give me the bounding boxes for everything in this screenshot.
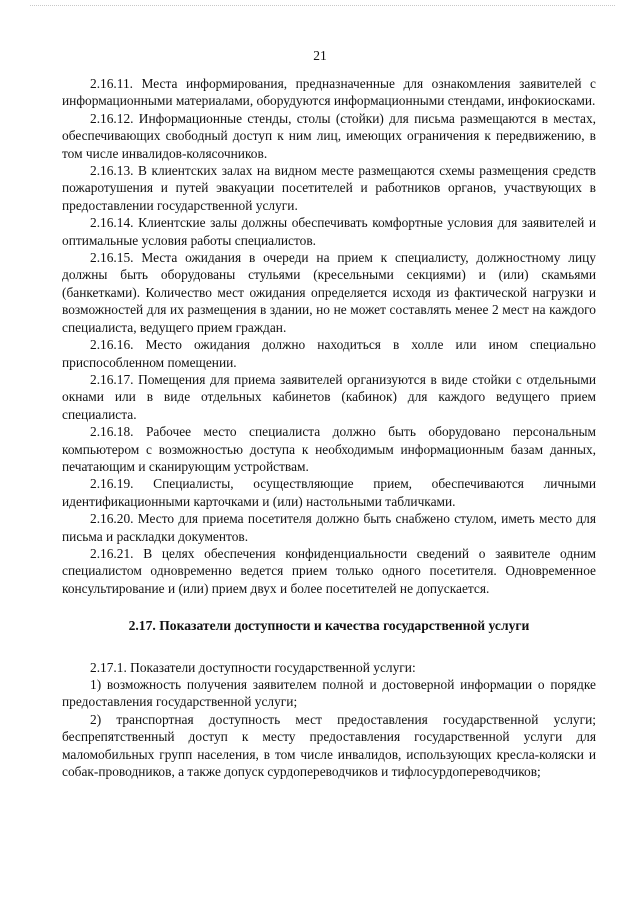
paragraph-2-16-18: 2.16.18. Рабочее место специалиста должно быть оборудовано персональным компьютером с возможностью доступа к необходимым информационным базам данных, печатающим и сканирующим устройствам.: [62, 424, 596, 474]
page-number: 21: [313, 48, 327, 63]
paragraph-2-16-15: 2.16.15. Места ожидания в очереди на прием к специалисту, должностному лицу должны быть оборудованы стульями (кресельными секциями) и (или) скамьями (банкетками). Количество мест ожидания определяется исходя из фактической нагрузки и возможностей для их размещения в здании, но не может составлять менее 2 мест на каждого специалиста, ведущего прием граждан.: [62, 250, 596, 335]
paragraph-2-16-14: 2.16.14. Клиентские залы должны обеспечивать комфортные условия для заявителей и оптимальные условия работы специалистов.: [62, 215, 596, 248]
scan-edge-line: [30, 5, 615, 6]
paragraph-2-16-12: 2.16.12. Информационные стенды, столы (стойки) для письма размещаются в местах, обеспечивающих свободный доступ к ним лиц, имеющих ограничения к передвижению, в том числе инвалидов-колясочников.: [62, 110, 596, 161]
section-heading: 2.17. Показатели доступности и качества государственной услуги: [128, 618, 530, 634]
paragraph-2-16-11: 2.16.11. Места информирования, предназначенные для ознакомления заявителей с информационными материалами, оборудуются информационными стендами, инфокиосками.: [62, 76, 596, 109]
paragraph-2-16-19: 2.16.19. Специалисты, осуществляющие прием, обеспечиваются личными идентификационными карточками и (или) настольными табличками.: [62, 476, 596, 509]
document-body: [62, 75, 596, 780]
paragraph-2-17-1: 2.17.1. Показатели доступности государственной услуги:: [90, 659, 416, 675]
list-item-1: 1) возможность получения заявителем полной и достоверной информации о порядке предоставления государственной услуги;: [62, 677, 596, 710]
paragraph-2-16-20: 2.16.20. Место для приема посетителя должно быть снабжено стулом, иметь место для письма и раскладки документов.: [62, 511, 596, 544]
paragraph-2-16-16: 2.16.16. Место ожидания должно находиться в холле или ином специально приспособленном помещении.: [62, 337, 596, 370]
paragraph-2-16-21: 2.16.21. В целях обеспечения конфиденциальности сведений о заявителе одним специалистом одновременно ведется прием только одного посетителя. Одновременное консультирование и (или) прием двух и более посетителей не допускается.: [62, 545, 596, 596]
paragraph-2-16-13: 2.16.13. В клиентских залах на видном месте размещаются схемы размещения средств пожаротушения и путей эвакуации посетителей и работников органов, участвующих в предоставлении государственной услуги.: [62, 163, 596, 213]
list-item-2: 2) транспортная доступность мест предоставления государственной услуги; беспрепятственный доступ к месту предоставления государственной услуги для маломобильных групп населения, в том числе инвалидов, использующих кресла-коляски и собак-проводников, а также допуск сурдопереводчиков и тифлосурдопереводчиков;: [62, 711, 596, 780]
paragraph-2-16-17: 2.16.17. Помещения для приема заявителей организуются в виде стойки с отдельными окнами или в виде отдельных кабинетов (кабинок) для каждого ведущего прием специалиста.: [62, 371, 596, 422]
